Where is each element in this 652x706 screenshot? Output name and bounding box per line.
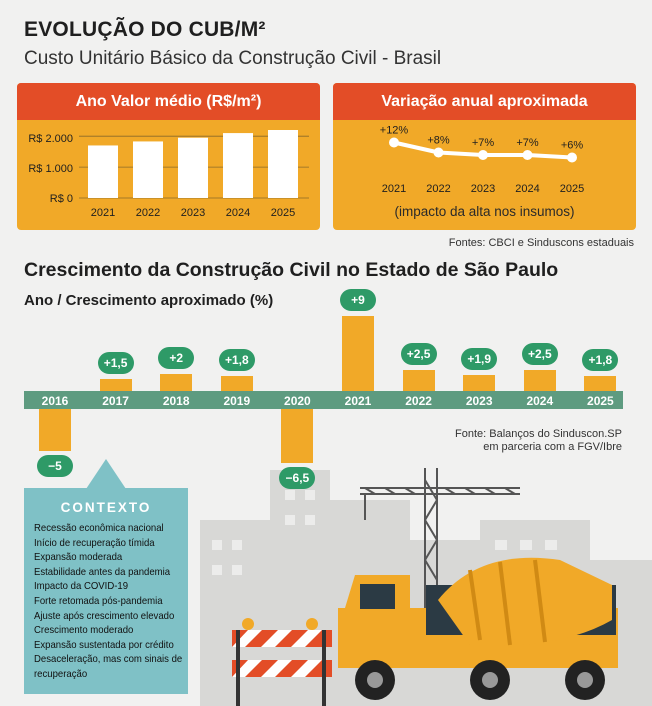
timeline-year-label: 2019 [223,394,251,408]
y-tick-label: R$ 0 [49,193,73,205]
y-tick-label: R$ 2.000 [28,133,73,145]
cub-sources: Fontes: CBCI e Sinduscons estaduais [448,237,634,249]
timeline-year-label: 2022 [405,394,432,408]
growth-value-badge: +2,5 [522,343,558,365]
context-item: Impacto da COVID-19 [34,581,129,593]
growth-value-badge: +2,5 [401,343,437,365]
context-item: Início de recuperação tímida [34,537,155,549]
growth-bar [584,376,616,391]
page-title: EVOLUÇÃO DO CUB/M² [24,18,266,41]
growth-sources-line1: Fonte: Balanços do Sinduscon.SP [455,428,622,440]
timeline-year-label: 2025 [587,394,614,408]
variation-data-label: +8% [427,134,450,147]
timeline-year-label: 2023 [465,394,493,408]
variation-data-label: +6% [560,139,584,152]
growth-bar [221,376,253,391]
cub-panel-title: Ano Valor médio (R$/m²) [17,83,320,120]
x-tick-label: 2025 [559,183,585,195]
variation-panel-title: Variação anual aproximada [333,83,636,120]
growth-sources [455,428,622,454]
timeline-year-label: 2017 [102,394,129,408]
growth-title: Crescimento da Construção Civil no Estado de São Paulo [24,259,559,281]
growth-value-badge: +1,5 [98,352,134,374]
growth-value-badge: +2 [158,347,194,369]
x-tick-label: 2025 [270,207,296,219]
growth-bar [160,374,192,391]
x-tick-label: 2022 [135,207,161,219]
x-tick-label: 2021 [90,207,116,219]
x-tick-label: 2022 [426,183,451,195]
x-tick-label: 2023 [470,183,496,195]
growth-value-badge: +1,8 [219,349,255,371]
context-list [34,522,184,683]
growth-bar [100,379,132,391]
growth-bar [463,375,495,391]
context-item: Estabilidade antes da pandemia [34,566,171,578]
context-item: Recessão econômica nacional [34,523,164,534]
x-tick-label: 2024 [515,183,540,195]
context-box [24,488,188,694]
context-item: Forte retomada pós-pandemia [34,595,163,607]
timeline-year-label: 2018 [162,394,190,408]
growth-bar [403,370,435,391]
x-tick-label: 2021 [381,183,407,195]
timeline-year-label: 2024 [526,394,554,408]
context-pointer [86,459,126,489]
page-subtitle: Custo Unitário Básico da Construção Civil - Brasil [24,48,442,69]
timeline-year-label: 2020 [284,394,311,408]
growth-bar [281,409,313,463]
timeline-year-label: 2021 [344,394,372,408]
context-item: Crescimento moderado [34,625,134,637]
context-item: Expansão sustentada por crédito [34,639,174,651]
growth-subtitle: Ano / Crescimento aproximado (%) [24,292,274,309]
growth-value-badge: −6,5 [279,467,315,489]
context-item: Expansão moderada [34,552,123,564]
y-tick-label: R$ 1.000 [28,163,73,175]
timeline-year-label: 2016 [41,394,69,408]
variation-data-label: +12% [379,124,409,137]
growth-value-badge: +9 [340,289,376,311]
variation-data-label: +7% [516,137,539,149]
growth-value-badge: +1,9 [461,348,497,370]
context-item: Ajuste após crescimento elevado [34,610,175,622]
growth-value-badge: −5 [37,455,73,477]
context-title: CONTEXTO [60,500,152,515]
x-tick-label: 2023 [180,207,206,219]
growth-bar [342,316,374,391]
context-item: Desaceleração, mas com sinais de recuperação [34,654,183,680]
variation-note: (impacto da alta nos insumos) [394,204,575,219]
x-tick-label: 2024 [225,207,251,219]
growth-value-badge: +1,8 [582,349,618,371]
growth-bar [39,409,71,451]
growth-bar [524,370,556,391]
growth-sources-line2: em parceria com a FGV/Ibre [483,441,622,453]
variation-data-label: +7% [471,137,495,149]
